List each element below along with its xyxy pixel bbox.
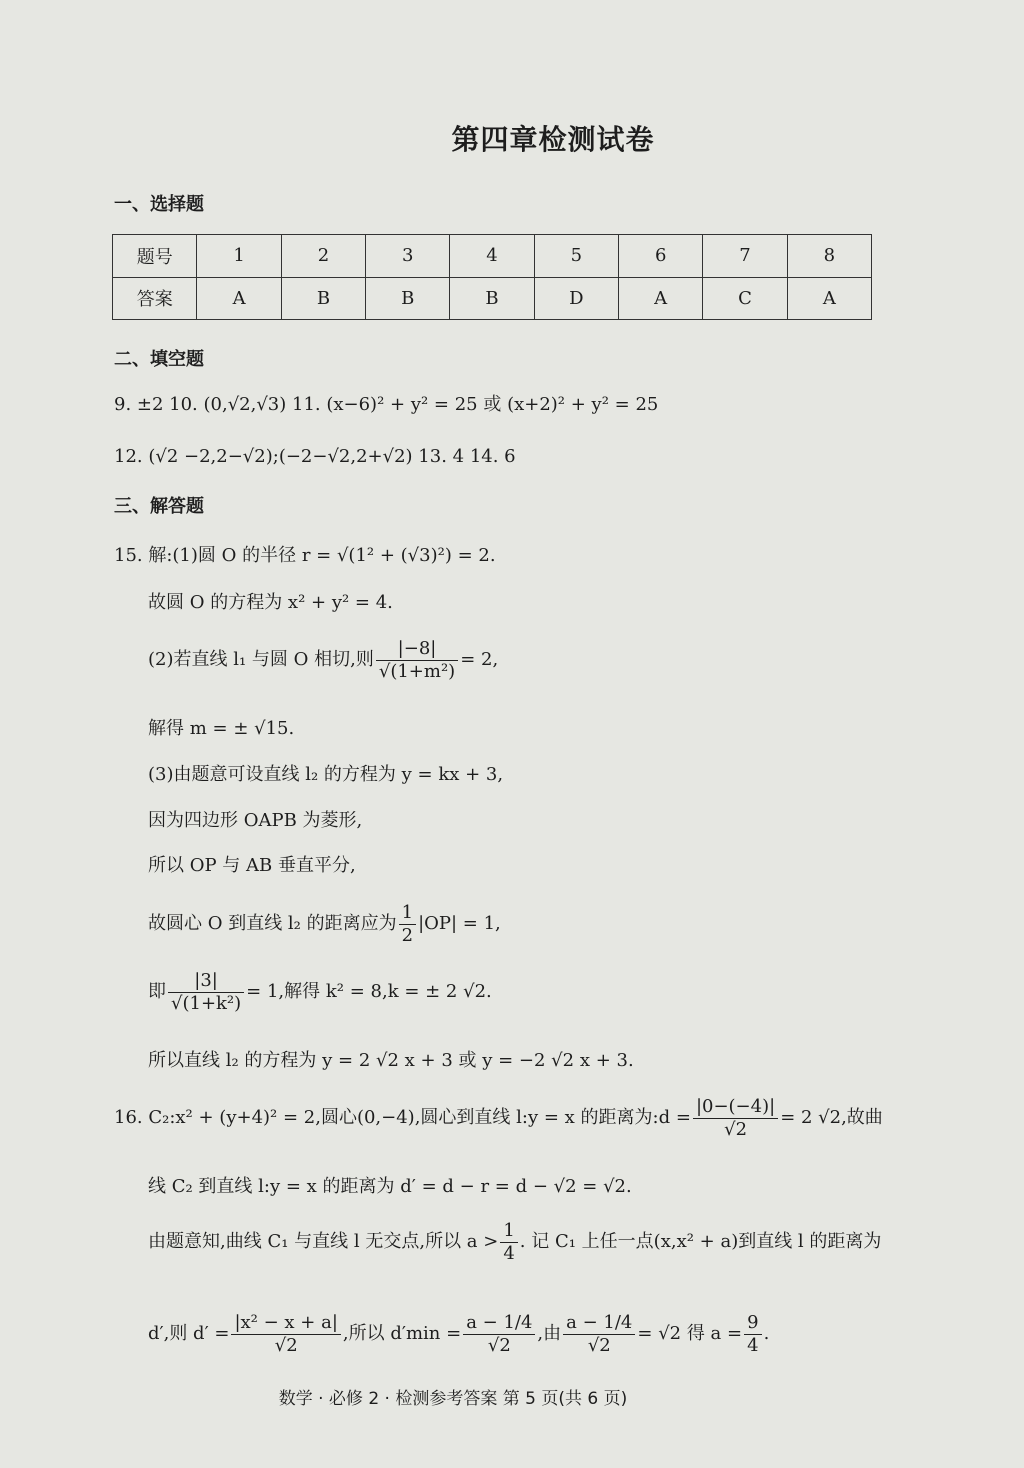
table-cell: 1 xyxy=(197,235,281,278)
numerator: |3| xyxy=(168,970,244,993)
fill-answers-line-1: 9. ±2 10. (0,√2,√3) 11. (x−6)² + y² = 25 或 (x+2)² + y² = 25 xyxy=(114,394,659,415)
table-cell: D xyxy=(534,277,618,320)
q15-line-2: 故圆 O 的方程为 x² + y² = 4. xyxy=(148,592,393,613)
table-cell: 5 xyxy=(534,235,618,278)
denominator: 4 xyxy=(747,1334,759,1356)
page-title: 第四章检测试卷 xyxy=(451,123,655,156)
denominator: √2 xyxy=(487,1334,511,1356)
text: 16. C₂:x² + (y+4)² = 2,圆心(0,−4),圆心到直线 l:y = x 的距离为:d = xyxy=(114,1107,691,1129)
fraction xyxy=(693,1096,778,1140)
text: . xyxy=(763,1323,770,1345)
table-row-answers xyxy=(113,277,872,320)
text: ,所以 d′min = xyxy=(342,1323,462,1345)
text: 由题意知,曲线 C₁ 与直线 l 无交点,所以 a > xyxy=(148,1231,499,1253)
q15-line-5: (3)由题意可设直线 l₂ 的方程为 y = kx + 3, xyxy=(148,764,504,785)
table-cell: 3 xyxy=(366,235,450,278)
table-cell: 6 xyxy=(619,235,703,278)
q16-line-1 xyxy=(114,1096,883,1140)
table-cell: A xyxy=(787,277,871,320)
fraction xyxy=(500,1220,517,1264)
fraction xyxy=(231,1312,340,1356)
text: |OP| = 1, xyxy=(418,913,501,935)
table-cell: B xyxy=(281,277,365,320)
text: ,由 xyxy=(537,1323,562,1345)
section-choice: 一、选择题 xyxy=(114,194,204,215)
numerator: a − 1/4 xyxy=(463,1312,535,1335)
text: = 2 √2,故曲 xyxy=(780,1107,883,1129)
q15-line-7: 所以 OP 与 AB 垂直平分, xyxy=(148,855,356,876)
numerator: |−8| xyxy=(376,638,458,661)
table-cell: A xyxy=(197,277,281,320)
text: 即 xyxy=(148,981,166,1003)
fraction xyxy=(744,1312,761,1356)
table-cell: B xyxy=(366,277,450,320)
fraction xyxy=(463,1312,535,1356)
denominator: √2 xyxy=(587,1334,611,1356)
denominator: √(1+k²) xyxy=(171,992,242,1014)
table-cell: 2 xyxy=(281,235,365,278)
table-cell: 7 xyxy=(703,235,787,278)
fraction xyxy=(168,970,244,1014)
section-solve: 三、解答题 xyxy=(114,496,204,517)
table-cell: B xyxy=(450,277,534,320)
q16-line-4 xyxy=(148,1312,769,1356)
table-answer-label: 答案 xyxy=(113,277,197,320)
text: = 2, xyxy=(460,649,499,671)
q15-line-9 xyxy=(148,970,492,1014)
denominator: √2 xyxy=(724,1118,748,1140)
answer-table xyxy=(112,234,872,320)
q16-line-3 xyxy=(148,1220,881,1264)
section-fill: 二、填空题 xyxy=(114,349,204,370)
table-cell: 8 xyxy=(787,235,871,278)
numerator: 1 xyxy=(399,902,416,925)
text: = 1,解得 k² = 8,k = ± 2 √2. xyxy=(246,981,492,1003)
text: . 记 C₁ 上任一点(x,x² + a)到直线 l 的距离为 xyxy=(519,1231,882,1253)
q15-line-1: 15. 解:(1)圆 O 的半径 r = √(1² + (√3)²) = 2. xyxy=(114,545,496,566)
table-header-label: 题号 xyxy=(113,235,197,278)
table-cell: A xyxy=(619,277,703,320)
denominator: √2 xyxy=(274,1334,298,1356)
table-cell: C xyxy=(703,277,787,320)
page-footer: 数学 · 必修 2 · 检测参考答案 第 5 页(共 6 页) xyxy=(278,1389,628,1409)
fraction xyxy=(376,638,458,682)
numerator: |0−(−4)| xyxy=(693,1096,778,1119)
text: (2)若直线 l₁ 与圆 O 相切,则 xyxy=(148,649,374,671)
numerator: |x² − x + a| xyxy=(231,1312,340,1335)
q15-line-4: 解得 m = ± √15. xyxy=(148,718,295,739)
denominator: 2 xyxy=(401,924,414,946)
text: = √2 得 a = xyxy=(637,1323,743,1345)
fraction xyxy=(399,902,416,946)
q15-line-10: 所以直线 l₂ 的方程为 y = 2 √2 x + 3 或 y = −2 √2 x + 3. xyxy=(148,1050,634,1071)
fill-answers-line-2: 12. (√2 −2,2−√2);(−2−√2,2+√2) 13. 4 14. 6 xyxy=(114,446,516,467)
table-row-numbers xyxy=(113,235,872,278)
numerator: 1 xyxy=(500,1220,517,1243)
denominator: 4 xyxy=(503,1242,515,1264)
numerator: 9 xyxy=(744,1312,761,1335)
text: d′,则 d′ = xyxy=(148,1323,230,1345)
numerator: a − 1/4 xyxy=(563,1312,635,1335)
table-cell: 4 xyxy=(450,235,534,278)
denominator: √(1+m²) xyxy=(378,660,456,682)
q16-line-2: 线 C₂ 到直线 l:y = x 的距离为 d′ = d − r = d − √2 = √2. xyxy=(148,1176,632,1197)
q15-line-8 xyxy=(148,902,501,946)
q15-line-6: 因为四边形 OAPB 为菱形, xyxy=(148,810,363,831)
q15-line-3 xyxy=(148,638,498,682)
fraction xyxy=(563,1312,635,1356)
text: 故圆心 O 到直线 l₂ 的距离应为 xyxy=(148,913,397,935)
